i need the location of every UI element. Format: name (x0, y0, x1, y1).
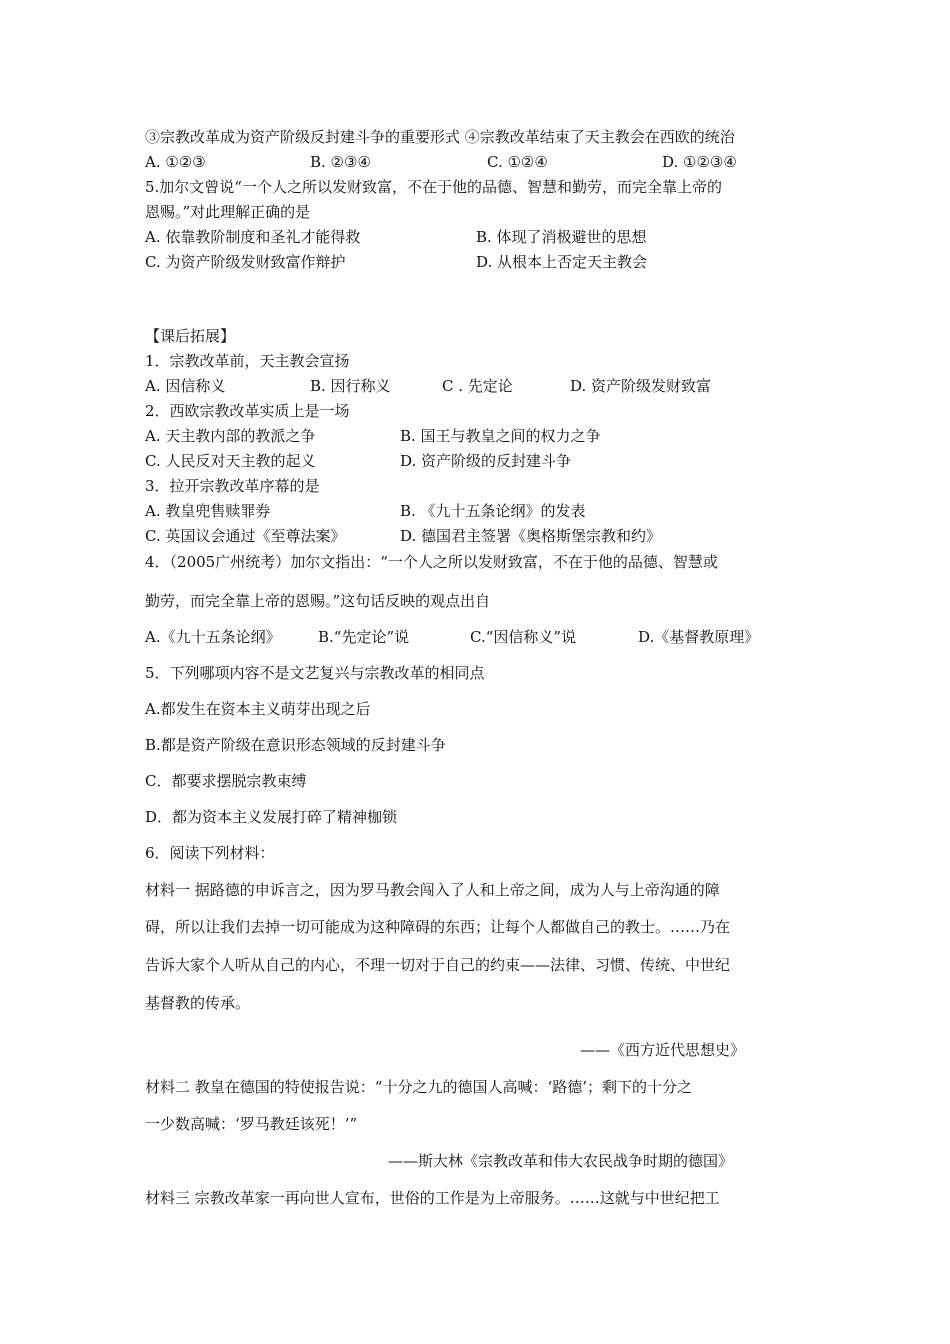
ext-q4-option-c: C.“因信称义”说 (470, 628, 577, 646)
ext-q4-option-d: D.《基督教原理》 (638, 628, 760, 646)
ext-q2-stem: 2．西欧宗教改革实质上是一场 (145, 402, 350, 420)
q5-option-b: B. 体现了消极避世的思想 (476, 228, 647, 246)
material1-line: 基督教的传承。 (145, 994, 251, 1012)
ext-q2-option-c: C. 人民反对天主教的起义 (145, 452, 316, 470)
ext-q2-option-b: B. 国王与教皇之间的权力之争 (400, 427, 601, 445)
ext-q6-stem: 6．阅读下列材料： (145, 844, 275, 862)
q5-option-c: C. 为资产阶级发财致富作辩护 (145, 253, 346, 271)
ext-q3-option-a: A. 教皇兜售赎罪券 (145, 502, 271, 520)
ext-q3-option-d: D. 德国君主签署《奥格斯堡宗教和约》 (400, 527, 662, 545)
material2-source: ——斯大林《宗教改革和伟大农民战争时期的德国》 (388, 1152, 734, 1170)
material2-line: 一少数高喊：‘罗马教廷该死！’” (145, 1115, 358, 1133)
ext-q4-option-b: B.“先定论”说 (318, 628, 410, 646)
ext-q5-option-a: A.都发生在资本主义萌芽出现之后 (145, 700, 371, 718)
ext-q4-option-a: A.《九十五条论纲》 (145, 628, 281, 646)
ext-q1-option-c: C . 先定论 (442, 377, 513, 395)
q4-option-a: A. ①②③ (145, 153, 206, 171)
ext-q5-option-c: C．都要求摆脱宗教束缚 (145, 772, 307, 790)
q4-option-b: B. ②③④ (310, 153, 371, 171)
q5-option-d: D. 从根本上否定天主教会 (476, 253, 648, 271)
q5-option-a: A. 依靠教阶制度和圣礼才能得救 (145, 228, 361, 246)
ext-q3-option-b: B. 《九十五条论纲》的发表 (400, 502, 586, 520)
ext-q4-stem-line-2: 勤劳，而完全靠上帝的恩赐。”这句话反映的观点出自 (145, 592, 491, 610)
material1-line: 告诉大家个人听从自己的内心，不理一切对于自己的约束——法律、习惯、传统、中世纪 (145, 956, 731, 974)
ext-q1-option-a: A. 因信称义 (145, 377, 226, 395)
ext-q5-option-b: B.都是资产阶级在意识形态领域的反封建斗争 (145, 736, 446, 754)
ext-q4-stem-line-1: 4．（2005广州统考）加尔文指出：“一个人之所以发财致富，不在于他的品德、智慧或 (145, 553, 718, 571)
q5-stem-line-2: 恩赐。”对此理解正确的是 (145, 203, 311, 221)
ext-q3-option-c: C. 英国议会通过《至尊法案》 (145, 527, 346, 545)
ext-q5-option-d: D．都为资本主义发展打碎了精神枷锁 (145, 808, 398, 826)
ext-q2-option-a: A. 天主教内部的教派之争 (145, 427, 316, 445)
statement-3-4: ③宗教改革成为资产阶级反封建斗争的重要形式 ④宗教改革结束了天主教会在西欧的统治 (145, 128, 735, 146)
q4-option-c: C. ①②④ (487, 153, 548, 171)
ext-q2-option-d: D. 资产阶级的反封建斗争 (400, 452, 572, 470)
ext-q3-stem: 3．拉开宗教改革序幕的是 (145, 477, 320, 495)
material1-source: ——《西方近代思想史》 (580, 1041, 746, 1059)
material1-line: 材料一 据路德的申诉言之，因为罗马教会闯入了人和上帝之间，成为人与上帝沟通的障 (145, 881, 720, 899)
material2-line: 材料二 教皇在德国的特使报告说：“十分之九的德国人高喊：‘路德’；剩下的十分之 (145, 1078, 692, 1096)
q4-option-d: D. ①②③④ (662, 153, 737, 171)
q5-stem-line-1: 5.加尔文曾说“一个人之所以发财致富，不在于他的品德、智慧和勤劳，而完全靠上帝的 (145, 178, 722, 196)
material3-line: 材料三 宗教改革家一再向世人宣布，世俗的工作是为上帝服务。……这就与中世纪把工 (145, 1189, 720, 1207)
material1-line: 碍，所以让我们去掉一切可能成为这种障碍的东西；让每个人都做自己的教士。……乃在 (145, 918, 731, 936)
section-heading: 【课后拓展】 (145, 327, 236, 345)
ext-q5-stem: 5．下列哪项内容不是文艺复兴与宗教改革的相同点 (145, 664, 485, 682)
ext-q1-stem: 1．宗教改革前，天主教会宣扬 (145, 352, 350, 370)
ext-q1-option-d: D. 资产阶级发财致富 (570, 377, 712, 395)
ext-q1-option-b: B. 因行称义 (310, 377, 391, 395)
